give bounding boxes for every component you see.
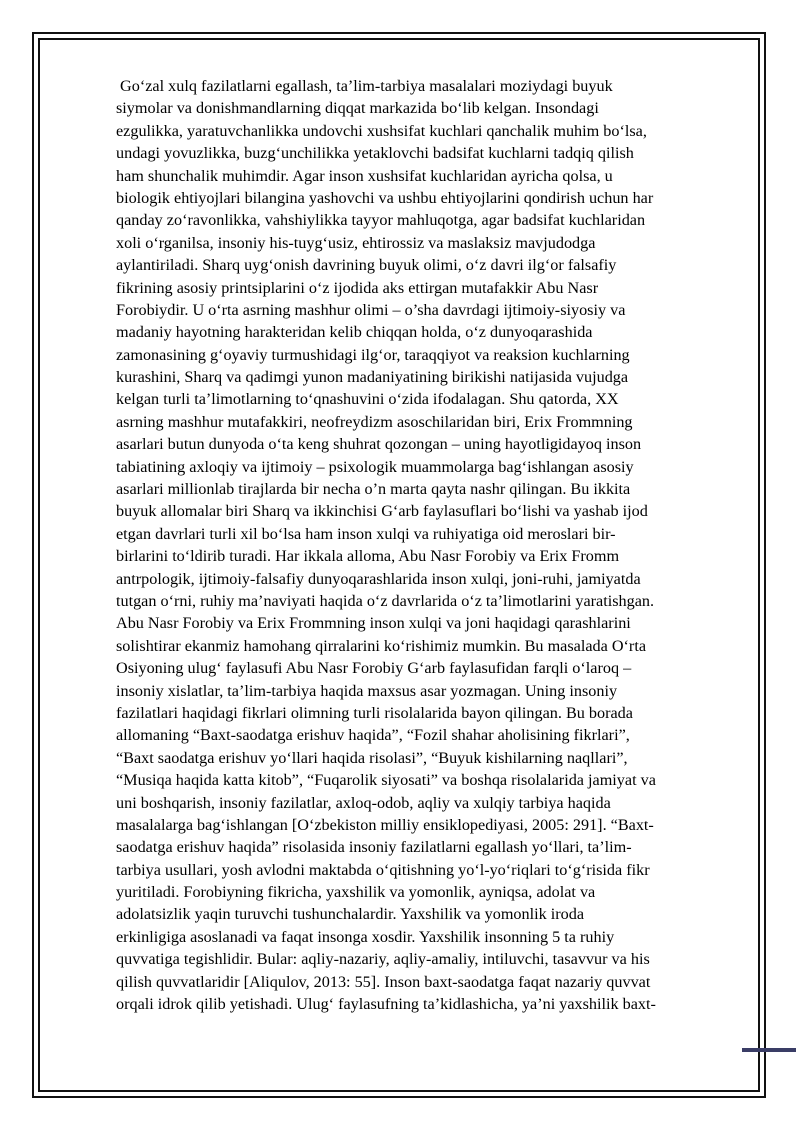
text-line: quvvatiga tegishlidir. Bular: aqliy-nazariy, aqliy-amaliy, intiluvchi, tasavvur va his xyxy=(116,950,650,969)
text-line: masalalarga bag‘ishlangan [O‘zbekiston milliy ensiklopediyasi, 2005: 291]. “Baxt- xyxy=(116,815,654,834)
text-line: fazilatlari haqidagi fikrlari olimning turli risolalarida bayon qilingan. Bu borada xyxy=(116,703,633,722)
text-line: Forobiydir. U o‘rta asrning mashhur olimi – o’sha davrdagi ijtimoiy-siyosiy va xyxy=(116,300,626,319)
text-line: “Baxt saodatga erishuv yo‘llari haqida risolasi”, “Buyuk kishilarning naqllari”, xyxy=(116,748,628,767)
text-line: aylantiriladi. Sharq uyg‘onish davrining buyuk olimi, o‘z davri ilg‘or falsafiy xyxy=(116,256,617,275)
text-line: madaniy hayotning harakteridan kelib chiqqan holda, o‘z dunyoqarashida xyxy=(116,323,593,342)
text-line: qanday zo‘ravonlikka, vahshiylikka tayyor mahluqotga, agar badsifat kuchlaridan xyxy=(116,211,646,230)
text-line: solishtirar ekanmiz hamohang qirralarini ko‘rishimiz mumkin. Bu masalada O‘rta xyxy=(116,636,646,655)
text-line: tarbiya usullari, yosh avlodni maktabda o‘qitishning yo‘l-yo‘riqlari to‘g‘risida fikr xyxy=(116,860,650,879)
text-line: ham shunchalik muhimdir. Agar inson xushsifat kuchlaridan ayricha qolsa, u xyxy=(116,166,613,185)
text-line: ezgulikka, yaratuvchanlikka undovchi xushsifat kuchlari qanchalik muhim bo‘lsa, xyxy=(116,121,647,140)
text-line: birlarini to‘ldirib turadi. Har ikkala alloma, Abu Nasr Forobiy va Erix Fromm xyxy=(116,547,620,566)
text-line: biologik ehtiyojlari bilangina yashovchi va ushbu ehtiyojlarini qondirish uchun har xyxy=(116,188,654,207)
text-line: antrpologik, ijtimoiy-falsafiy dunyoqarashlarida inson xulqi, joni-ruhi, jamiyatda xyxy=(116,569,641,588)
text-line: erkinligiga asoslanadi va faqat insonga xosdir. Yaxshilik insonning 5 ta ruhiy xyxy=(116,927,615,946)
text-line: “Musiqa haqida katta kitob”, “Fuqarolik siyosati” va boshqa risolalarida jamiyat va xyxy=(116,771,656,790)
text-line: kurashini, Sharq va qadimgi yunon madaniyatining birikishi natijasida vujudga xyxy=(116,368,629,387)
text-line: allomaning “Baxt-saodatga erishuv haqida”, “Fozil shahar aholisining fikrlari”, xyxy=(116,726,630,745)
page-edge-marker xyxy=(742,1048,796,1052)
text-line: qilish quvvatlaridir [Aliqulov, 2013: 55]. Inson baxt-saodatga faqat nazariy quvvat xyxy=(116,972,651,991)
text-line: kelgan turli ta’limotlarning to‘qnashuvini o‘zida ifodalagan. Shu qatorda, XX xyxy=(116,390,619,409)
text-line: orqali idrok qilib yetishadi. Ulug‘ faylasufning ta’kidlashicha, ya’ni yaxshilik baxt- xyxy=(116,995,656,1014)
text-line: uni boshqarish, insoniy fazilatlar, axloq-odob, aqliy va xulqiy tarbiya haqida xyxy=(116,793,611,812)
text-line: siymolar va donishmandlarning diqqat markazida bo‘lib kelgan. Insondagi xyxy=(116,99,599,118)
text-line: Osiyoning ulug‘ faylasufi Abu Nasr Forobiy G‘arb faylasufidan farqli o‘laroq – xyxy=(116,659,632,678)
text-line: buyuk allomalar biri Sharq va ikkinchisi G‘arb faylasuflari bo‘lishi va yashab ijod xyxy=(116,502,648,521)
text-line: etgan davrlari turli xil bo‘lsa ham inson xulqi va ruhiyatiga oid meroslari bir- xyxy=(116,524,616,543)
text-line: Abu Nasr Forobiy va Erix Frommning inson xulqi va joni haqidagi qarashlarini xyxy=(116,614,631,633)
text-line: Go‘zal xulq fazilatlarni egallash, ta’lim-tarbiya masalalari moziydagi buyuk xyxy=(116,77,613,95)
text-line: zamonasining g‘oyaviy turmushidagi ilg‘or, taraqqiyot va reaksion kuchlarning xyxy=(116,345,630,364)
text-line: xoli o‘rganilsa, insoniy his-tuyg‘usiz, ehtirossiz va maslaksiz mavjudodga xyxy=(116,233,596,252)
text-line: fikrining asosiy printsiplarini o‘z ijodida aks ettirgan mutafakkir Abu Nasr xyxy=(116,278,599,297)
text-line: insoniy xislatlar, ta’lim-tarbiya haqida maxsus asar yozmagan. Uning insoniy xyxy=(116,681,618,700)
text-line: undagi yovuzlikka, buzg‘unchilikka yetaklovchi badsifat kuchlarni tadqiq qilish xyxy=(116,144,634,163)
text-line: yuritiladi. Forobiyning fikricha, yaxshilik va yomonlik, ayniqsa, adolat va xyxy=(116,883,596,902)
text-line: saodatga erishuv haqida” risolasida insoniy fazilatlarni egallash yo‘llari, ta’lim- xyxy=(116,838,632,857)
text-line: tutgan o‘rni, ruhiy ma’naviyati haqida o‘z davrlarida o‘z ta’limotlarini yaratishgan. xyxy=(116,591,655,610)
body-text xyxy=(116,75,744,1015)
text-line: asrning mashhur mutafakkiri, neofreydizm asoschilaridan biri, Erix Frommning xyxy=(116,412,633,431)
text-line: asarlari millionlab tirajlarda bir necha o’n marta qayta nashr qilingan. Bu ikkita xyxy=(116,480,631,499)
text-line: asarlari butun dunyoda o‘ta keng shuhrat qozongan – uning hayotligidayoq inson xyxy=(116,435,642,454)
text-line: tabiatining axloqiy va ijtimoiy – psixologik muammolarga bag‘ishlangan asosiy xyxy=(116,457,634,476)
text-line: adolatsizlik yaqin turuvchi tushunchalardir. Yaxshilik va yomonlik iroda xyxy=(116,905,585,924)
